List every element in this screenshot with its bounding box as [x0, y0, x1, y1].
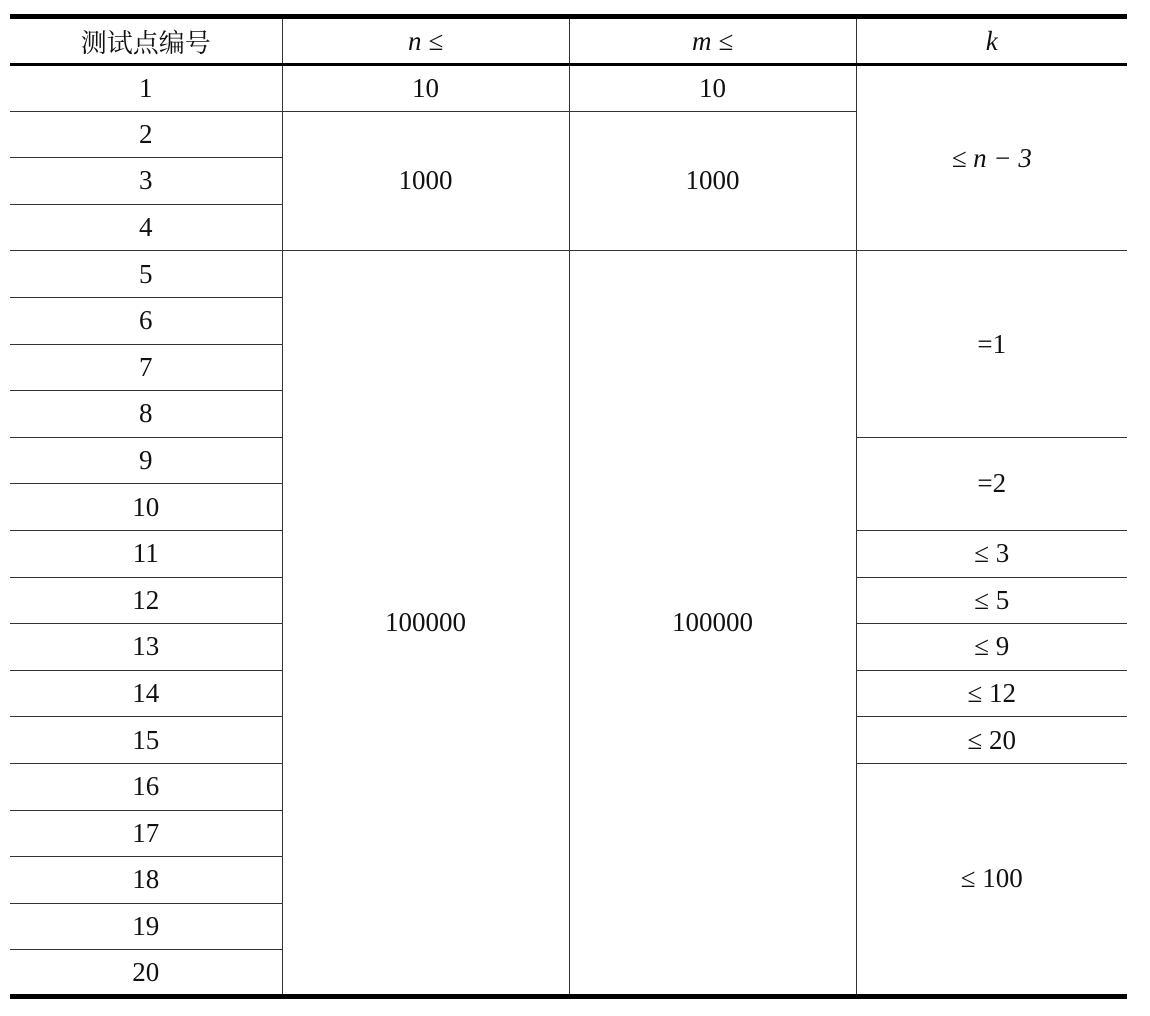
test-id-cell: 7	[10, 344, 282, 391]
header-k: k	[856, 17, 1127, 65]
test-id-cell: 6	[10, 297, 282, 344]
header-test-id: 测试点编号	[10, 17, 282, 65]
test-id-cell: 15	[10, 717, 282, 764]
test-id-cell: 17	[10, 810, 282, 857]
k-cell: ≤ 3	[856, 530, 1127, 577]
test-id-cell: 16	[10, 763, 282, 810]
k-cell: ≤ 100	[856, 763, 1127, 996]
k-cell: ≤ 20	[856, 717, 1127, 764]
test-id-cell: 19	[10, 903, 282, 950]
test-id-cell: 8	[10, 391, 282, 438]
k-cell: ≤ 9	[856, 624, 1127, 671]
header-m: m ≤	[569, 17, 856, 65]
k-cell: =1	[856, 251, 1127, 437]
n-cell: 1000	[282, 111, 569, 251]
test-id-cell: 3	[10, 158, 282, 205]
test-id-cell: 20	[10, 950, 282, 997]
table-row	[10, 251, 1127, 298]
test-id-cell: 13	[10, 624, 282, 671]
test-id-cell: 12	[10, 577, 282, 624]
test-id-cell: 9	[10, 437, 282, 484]
table-row	[10, 65, 1127, 112]
m-cell: 1000	[569, 111, 856, 251]
m-cell: 10	[569, 65, 856, 112]
n-cell: 10	[282, 65, 569, 112]
k-cell: ≤ 5	[856, 577, 1127, 624]
test-id-cell: 1	[10, 65, 282, 112]
constraints-table	[10, 14, 1127, 999]
test-id-cell: 4	[10, 204, 282, 251]
k-cell: ≤ n − 3	[856, 65, 1127, 251]
test-id-cell: 5	[10, 251, 282, 298]
k-cell: ≤ 12	[856, 670, 1127, 717]
test-id-cell: 18	[10, 857, 282, 904]
header-row	[10, 17, 1127, 65]
test-id-cell: 2	[10, 111, 282, 158]
test-id-cell: 14	[10, 670, 282, 717]
m-cell: 100000	[569, 251, 856, 997]
test-id-cell: 10	[10, 484, 282, 531]
k-cell: =2	[856, 437, 1127, 530]
n-cell: 100000	[282, 251, 569, 997]
header-n: n ≤	[282, 17, 569, 65]
test-id-cell: 11	[10, 530, 282, 577]
